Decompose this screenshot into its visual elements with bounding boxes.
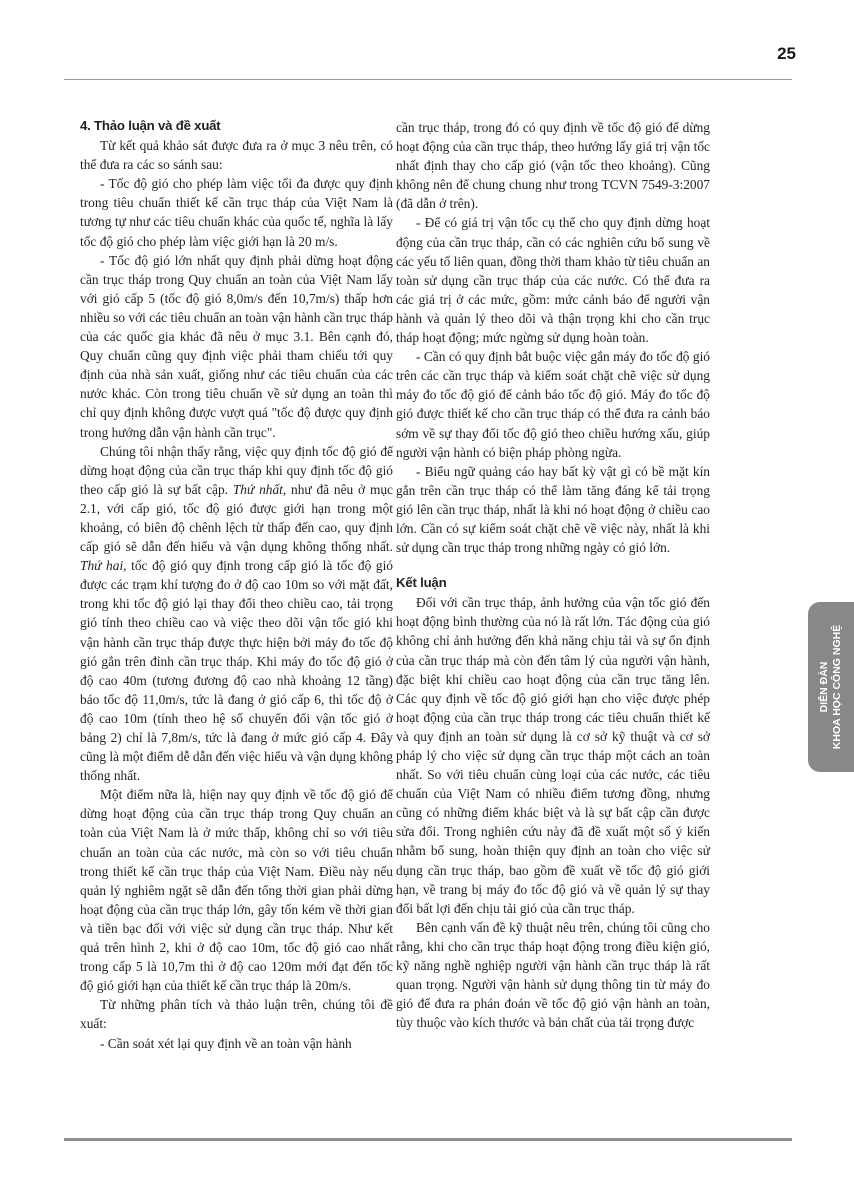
paragraph: Từ kết quả khảo sát được đưa ra ở mục 3 nêu trên, có thể đưa ra các so sánh sau:: [80, 138, 393, 173]
paragraph: Đối với cần trục tháp, ảnh hưởng của vận tốc gió đến hoạt động bình thường của nó là rất lớn. Tác động của gió không chỉ ảnh hưởng đến khả năng chịu tải và sự ổn định của cần trục tháp mà còn đến tâm lý của người vận hành, đặc biệt khi chiều cao hoạt động của cần trục tăng lên. Các quy định về tốc độ gió giới hạn cho việc được phép hoạt động của cần trục tháp trong các tiêu chuẩn thiết kế và quy định an toàn sử dụng là cơ sở kỹ thuật và cơ sở pháp lý cho việc sử dụng cần trục tháp một cách an toàn nhất. So với tiêu chuẩn cùng loại của các nước, các tiêu chuẩn của Việt Nam có nhiều điểm tương đồng, nhưng cũng có những điểm khác biệt và là sự bất cập cần được sửa đổi. Trong nghiên cứu này đã đề xuất một số ý kiến nhằm bổ sung, hoàn thiện quy định an toàn cho việc sử dụng cần trục tháp, bao gồm đề xuất về tốc độ gió giới hạn, về trang bị máy đo tốc độ gió và về quản lý sự thay đổi bất lợi đến chịu tải gió của cần trục tháp.: [396, 595, 710, 916]
emphasis-first: Thứ nhất,: [232, 481, 287, 497]
emphasis-second: Thứ hai,: [80, 558, 127, 574]
text-run: Chúng tôi nhận thấy rằng, việc quy định tốc độ gió để dừng hoạt động của cần trục tháp khi quy định tốc độ gió theo cấp gió là sự bất cập.: [80, 443, 393, 497]
side-tab-line: DIỄN ĐÀN: [818, 661, 830, 713]
text-run: tốc độ gió quy định trong cấp gió là tốc độ gió được các trạm khí tượng đo ở độ cao 10m so với mặt đất, trong khi tốc độ gió lại thay đổi theo chiều cao, tải trọng gió tính theo chiều cao và việc theo dõi vận tốc gió khi vận hành cần trục tháp được thực hiện bởi máy đo tốc độ gió gắn trên đỉnh cần trục tháp. Khi máy đo tốc độ gió ở độ cao 40m (tương đương độ cao nhà khoảng 12 tầng) báo tốc độ 11,0m/s, tức là đang ở gió cấp 6, thì tốc độ ở độ cao 10m (tính theo hệ số chuyển đổi vận tốc gió ở bảng 2) chỉ là 7,8m/s, tức là đang ở mức gió cấp 4. Đây cũng là một điểm dễ dẫn đến việc hiểu và vận dụng không thống nhất.: [80, 558, 393, 784]
paragraph: Từ những phân tích và thảo luận trên, chúng tôi đề xuất:: [80, 997, 393, 1032]
left-column: [80, 116, 393, 1053]
paragraph: - Tốc độ gió lớn nhất quy định phải dừng hoạt động cần trục tháp trong Quy chuẩn an toàn của Việt Nam lấy với gió cấp 5 (tốc độ gió 8,0m/s đến 10,7m/s) thấp hơn nhiều so với các tiêu chuẩn an toàn vận hành cần trục tháp của các quốc gia khác đã nêu ở mục 3.1. Bên cạnh đó, Quy chuẩn cũng quy định việc phải tham chiếu tới quy định của nhà sản xuất, giống như các tiêu chuẩn của các nước khác. Còn trong tiêu chuẩn về sử dụng an toàn thì chỉ quy định không được vượt quá "tốc độ được quy định trong hướng dẫn vận hành cần trục".: [80, 252, 393, 440]
paragraph-continued: cần trục tháp, trong đó có quy định về tốc độ gió để dừng hoạt động của cần trục tháp, theo hướng lấy giá trị vận tốc nhất định thay cho cấp gió (vận tốc theo khoảng). Cũng không nên để chung chung như trong TCVN 7549-3:2007 (đã dẫn ở trên).: [396, 120, 710, 212]
side-tab-label: [818, 625, 844, 749]
section-side-tab: [808, 602, 854, 772]
header-rule: [64, 79, 792, 80]
paragraph: [80, 442, 393, 786]
paragraph: - Để có giá trị vận tốc cụ thể cho quy định dừng hoạt động của cần trục tháp, cần có các nghiên cứu bổ sung về các yếu tố liên quan, đồng thời tham khảo từ tiêu chuẩn an toàn sử dụng cần trục tháp của các nước. Có thể đưa ra các giá trị ở các mức, gồm: mức cảnh báo để người vận hành và quản lý theo dõi và thận trọng khi cho cần trục tháp hoạt động; mức ngừng sử dụng hoàn toàn.: [396, 215, 710, 346]
paragraph: - Biểu ngữ quảng cáo hay bất kỳ vật gì có bề mặt kín gắn trên cần trục tháp có thể làm tăng đáng kể tải trọng gió lên cần trục tháp, nhất là khi nó hoạt động ở chiều cao lớn. Cần có sự kiểm soát chặt chẽ về việc này, nhất là khi sử dụng cần trục tháp trong những ngày có gió lớn.: [396, 463, 710, 556]
paragraph: - Cần soát xét lại quy định về an toàn vận hành: [100, 1035, 352, 1051]
page-number: 25: [777, 44, 796, 63]
side-tab-line: KHOA HỌC CÔNG NGHỆ: [831, 624, 843, 750]
footer-rule: [64, 1138, 792, 1141]
text-run: như đã nêu ở mục 2.1, với cấp gió, tốc độ gió được giới hạn trong một khoảng, có biên độ chênh lệch từ thấp đến cao, quy định cấp gió sẽ dẫn đến hiểu và vận dụng không thống nhất.: [80, 481, 393, 555]
section-heading-discussion: 4. Thảo luận và đề xuất: [80, 118, 221, 133]
paragraph: Một điểm nữa là, hiện nay quy định về tốc độ gió để dừng hoạt động của cần trục tháp trong Quy chuẩn an toàn của Việt Nam là ở mức thấp, không chỉ so với tiêu chuẩn an toàn của các nước, mà còn so với tiêu chuẩn trong thiết kế cần trục tháp của Việt Nam. Điều này nếu quản lý nghiêm ngặt sẽ dẫn đến tổng thời gian phải dừng hoạt động của cần trục tháp lớn, gây tốn kém về thời gian và tiền bạc đối với việc sử dụng cần trục tháp. Như kết quả trên hình 2, khi ở độ cao 10m, tốc độ gió cao nhất trong cấp 5 là 10,7m thì ở độ cao 120m mới đạt đến tốc độ gió giới hạn của thiết kế cần trục tháp là 20m/s.: [80, 787, 393, 994]
paragraph: - Tốc độ gió cho phép làm việc tối đa được quy định trong tiêu chuẩn thiết kế cần trục tháp của Việt Nam là tương tự như các tiêu chuẩn khác của quốc tế, nghĩa là lấy tốc độ gió cho phép làm việc giới hạn là 20 m/s.: [80, 176, 393, 249]
paragraph: Bên cạnh vấn đề kỹ thuật nêu trên, chúng tôi cũng cho rằng, khi cho cần trục tháp hoạt động trong điều kiện gió, kỹ năng nghề nghiệp người vận hành cần trục tháp là rất quan trọng. Người vận hành sử dụng thông tin từ máy đo gió để đưa ra phán đoán về tốc độ gió vận hành an toàn, tùy thuộc vào kích thước và bản chất của tải trọng được: [396, 919, 710, 1031]
section-heading-conclusion: Kết luận: [396, 575, 447, 591]
paragraph: - Cần có quy định bắt buộc việc gắn máy đo tốc độ gió trên các cần trục tháp và kiểm soát chặt chẽ việc sử dụng máy đo tốc độ gió để cảnh báo tốc độ gió. Máy đo tốc độ gió được thiết kế cho cần trục tháp có thể đưa ra cảnh báo sớm về sự thay đổi tốc độ gió theo chiều hướng xấu, giúp người vận hành có biện pháp phòng ngừa.: [396, 349, 710, 460]
right-column: [396, 118, 710, 1032]
